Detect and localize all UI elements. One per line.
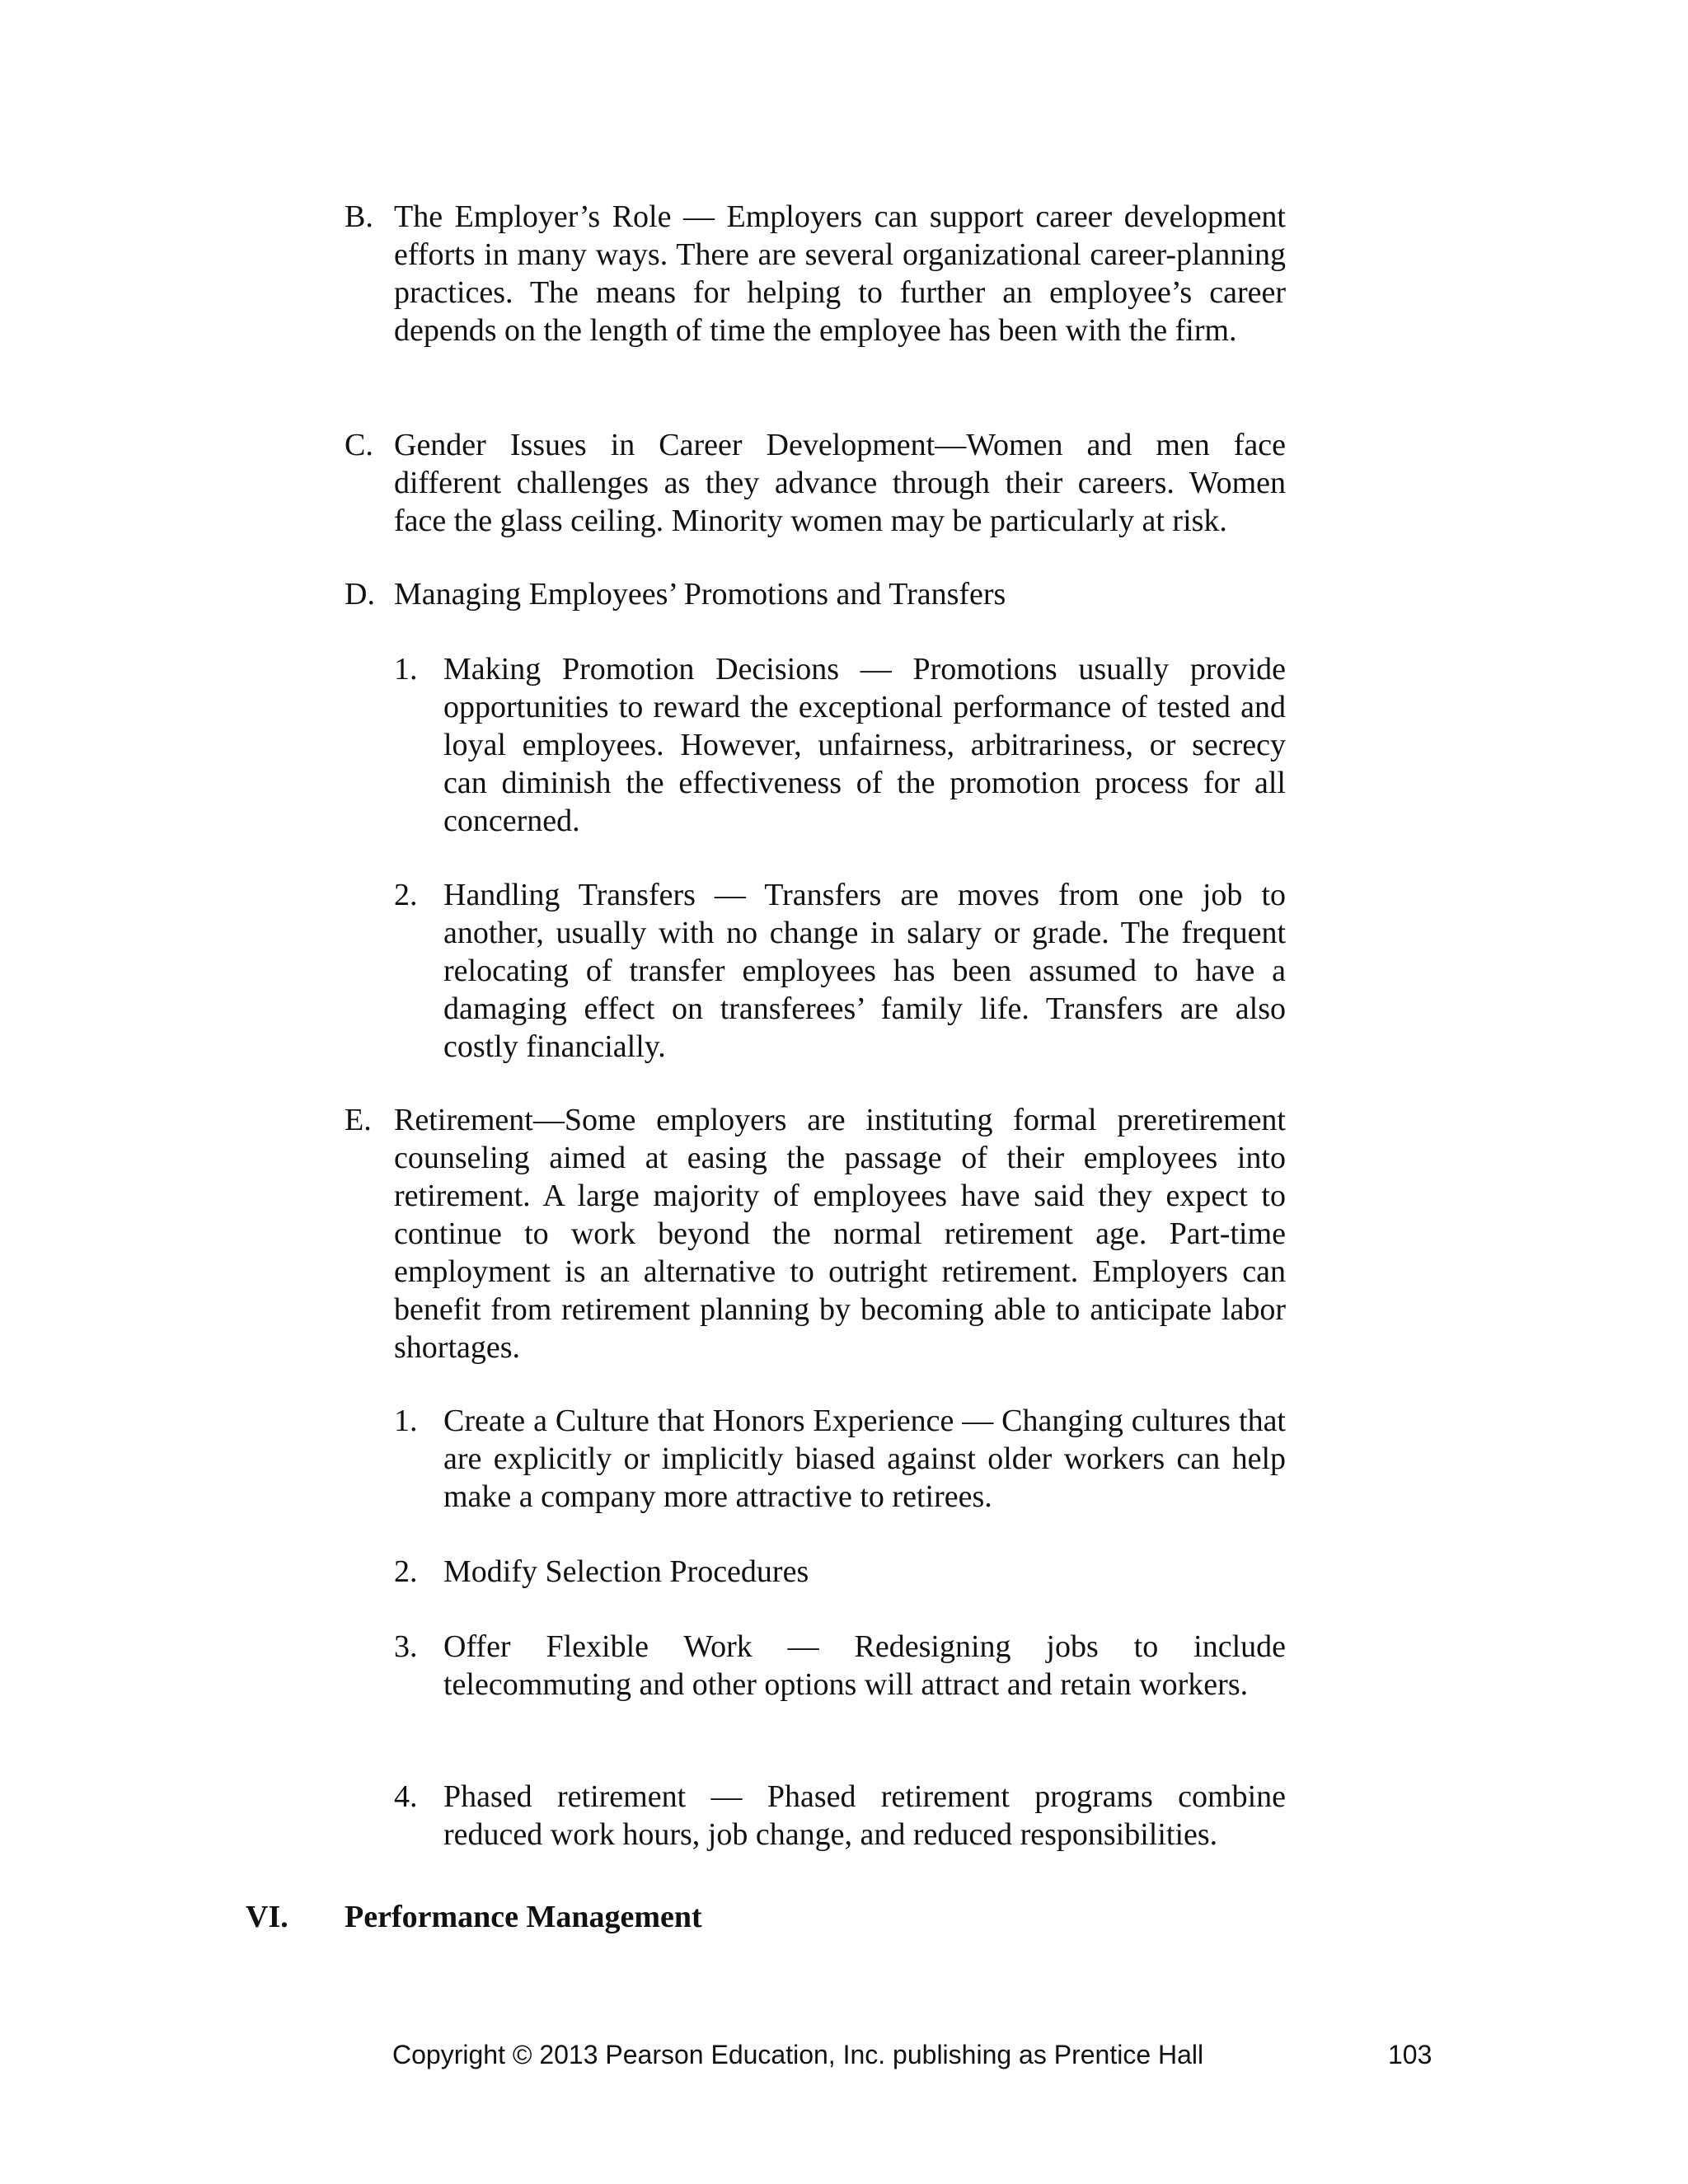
- item-text: Making Promotion Decisions — Promotions usually provide opportunities to reward the exceptional performance of tested and loyal employees. However, unfairness, arbitrariness, or secrecy can diminish the effectiveness of the promotion process for all concerned.: [443, 652, 1286, 838]
- section-number: VI.: [246, 1900, 288, 1934]
- item-marker: D.: [345, 577, 375, 612]
- item-marker: 2.: [394, 878, 418, 912]
- footer-copyright: Copyright © 2013 Pearson Education, Inc. publishing as Prentice Hall: [392, 2040, 1204, 2069]
- item-text: The Employer’s Role — Employers can support career development efforts in many ways. There are several organizational career-planning practices. The means for helping to further an employee’s career depends on the length of time the employee has been with the firm.: [394, 199, 1286, 348]
- outline-subitem-d1: [394, 650, 1286, 840]
- item-marker: 3.: [394, 1629, 418, 1664]
- item-marker: 2.: [394, 1554, 418, 1589]
- item-text: Managing Employees’ Promotions and Transfers: [394, 577, 1006, 612]
- item-text: Handling Transfers — Transfers are moves from one job to another, usually with no change in salary or grade. The frequent relocating of transfer employees has been assumed to have a damaging effect on transferees’ family life. Transfers are also costly financially.: [443, 878, 1286, 1064]
- outline-subitem-e2: [394, 1553, 1286, 1591]
- item-marker: B.: [345, 199, 373, 234]
- item-marker: C.: [345, 428, 373, 462]
- outline-subitem-d2: [394, 876, 1286, 1066]
- item-text: Gender Issues in Career Development—Women and men face different challenges as they advance through their careers. Women face the glass ceiling. Minority women may be particularly at risk.: [394, 428, 1286, 538]
- outline-subitem-e1: [394, 1402, 1286, 1516]
- outline-subitem-e3: [394, 1628, 1286, 1704]
- item-text: Modify Selection Procedures: [443, 1554, 809, 1589]
- item-marker: 1.: [394, 652, 418, 687]
- section-heading: [246, 1898, 702, 1936]
- item-marker: E.: [345, 1103, 372, 1137]
- page-number: 103: [1388, 2040, 1432, 2069]
- item-text: Retirement—Some employers are instituting formal preretirement counseling aimed at easing the passage of their employees into retirement. A large majority of employees have said they expect to continue to work beyond the normal retirement age. Part-time employment is an alternative to outright retirement. Employers can benefit from retirement planning by becoming able to anticipate labor shortages.: [394, 1103, 1286, 1365]
- item-text: Create a Culture that Honors Experience — Changing cultures that are explicitly or implicitly biased against older workers can help make a company more attractive to retirees.: [443, 1404, 1286, 1514]
- item-marker: 4.: [394, 1779, 418, 1814]
- outline-item-c: [345, 426, 1286, 540]
- outline-item-b: [345, 198, 1286, 349]
- item-text: Phased retirement — Phased retirement programs combine reduced work hours, job change, and reduced responsibilities.: [443, 1779, 1286, 1852]
- outline-item-e: [345, 1101, 1286, 1366]
- item-text: Offer Flexible Work — Redesigning jobs to include telecommuting and other options will attract and retain workers.: [443, 1629, 1286, 1702]
- outline-subitem-e4: [394, 1778, 1286, 1854]
- outline-item-d: [345, 575, 1286, 613]
- section-title: Performance Management: [345, 1900, 702, 1934]
- item-marker: 1.: [394, 1404, 418, 1438]
